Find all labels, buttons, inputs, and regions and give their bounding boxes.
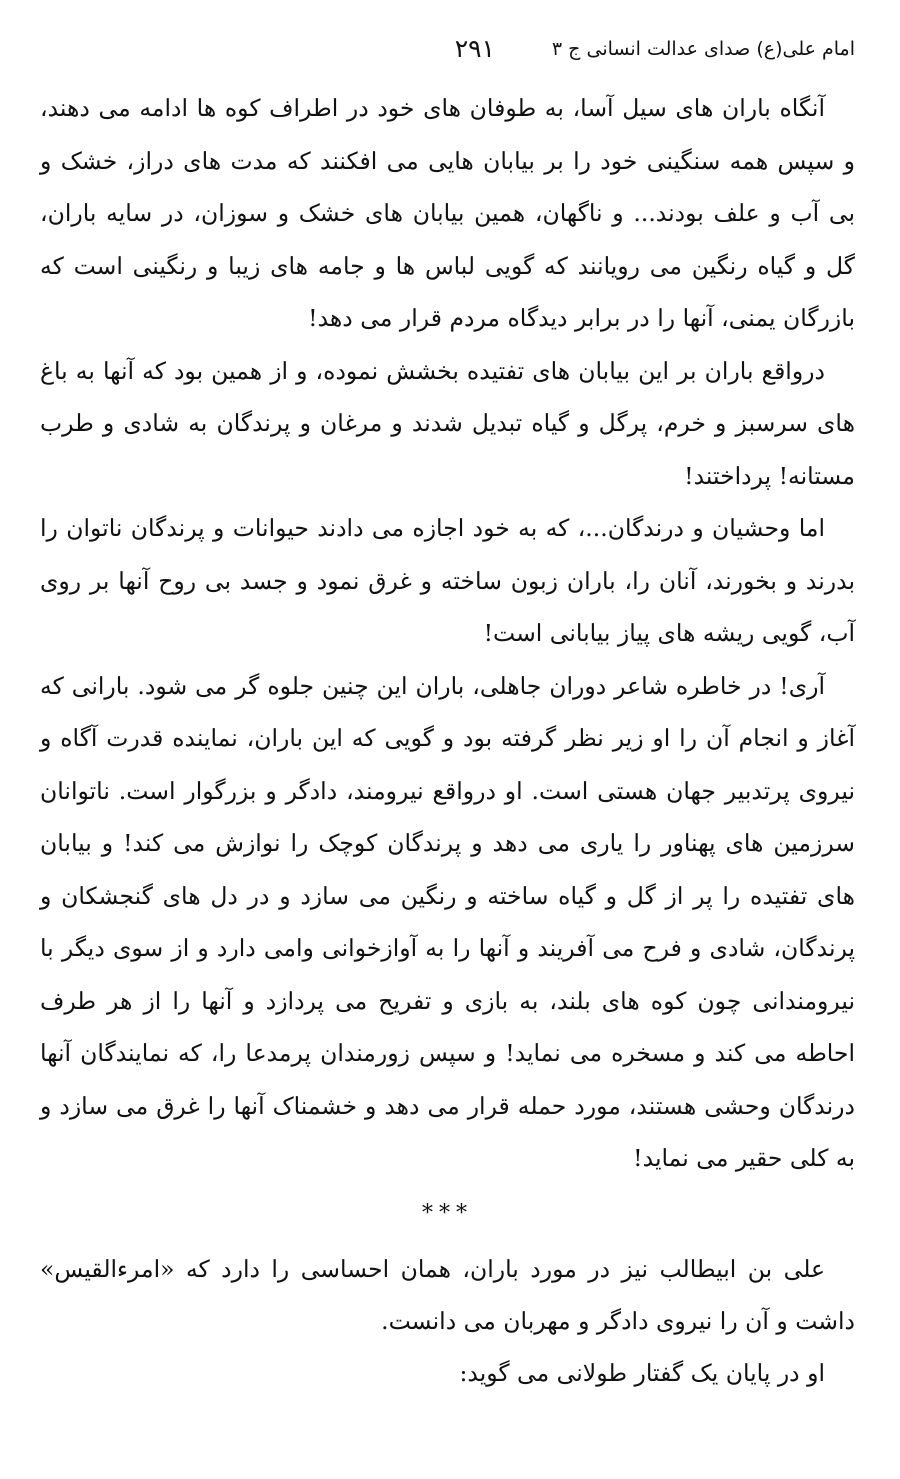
section-separator: *** (422, 1200, 473, 1226)
body-text (40, 82, 855, 1399)
running-title: امام علی(ع) صدای عدالت انسانی ج ۳ (551, 38, 855, 60)
paragraph-6: او در پایان یک گفتار طولانی می گوید: (459, 1358, 825, 1387)
paragraph-5: علی بن ابیطالب نیز در مورد باران، همان احساسی را دارد که «امرءالقیس» داشت و آن را نیروی دادگر و مهربان می دانست. (40, 1254, 855, 1335)
paragraph-4: آری! در خاطره شاعر دوران جاهلی، باران این چنین جلوه گر می شود. بارانی که آغاز و انجام آن را او زیر نظر گرفته بود و گویی که این باران، نماینده قدرت آگاه و نیروی پرتدبیر جهان هستی است. او درواقع نیرومند، دادگر و بزرگوار است. ناتوانان سرزمین های پهناور را یاری می دهد و پرندگان کوچک را نوازش می کند! و بیابان های تفتیده را پر از گل و گیاه ساخته و رنگین می سازد و در دل های گنجشکان و پرندگان، شادی و فرح می آفریند و آنها را به آوازخوانی وامی دارد و از سوی دیگر با نیرومندانی چون کوه های بلند، به بازی و تفریح می پردازد و آنها را از هر طرف احاطه می کند و مسخره می نماید! و سپس زورمندان پرمدعا را، که نمایندگان آنها درندگان وحشی هستند، مورد حمله قرار می دهد و خشمناک آنها را غرق می سازد و به کلی حقیر می نماید! (40, 671, 855, 1172)
page-header (40, 32, 855, 76)
page-number: ۲۹۱ (454, 34, 495, 63)
paragraph-1: آنگاه باران های سیل آسا، به طوفان های خود در اطراف کوه ها ادامه می دهند، و سپس همه سنگینی خود را بر بیابان هایی می افکنند که مدت های دراز، خشک و بی آب و علف بودند... و ناگهان، همین بیابان های خشک و سوزان، در سایه باران، گل و گیاه رنگین می رویانند که گویی لباس ها و جامه های زیبا و رنگینی است که بازرگان یمنی، آنها را در برابر دیدگاه مردم قرار می دهد! (40, 94, 855, 332)
paragraph-2: درواقع باران بر این بیابان های تفتیده بخشش نموده، و از همین بود که آنها به باغ های سرسبز و خرم، پرگل و گیاه تبدیل شدند و مرغان و پرندگان به شادی و طرب مستانه! پرداختند! (40, 356, 855, 490)
book-page (40, 32, 855, 1399)
paragraph-3: اما وحشیان و درندگان...، که به خود اجازه می دادند حیوانات و پرندگان ناتوان را بدرند و بخورند، آنان را، باران زبون ساخته و غرق نمود و جسد بی روح آنها بر روی آب، گویی ریشه های پیاز بیابانی است! (40, 514, 855, 647)
